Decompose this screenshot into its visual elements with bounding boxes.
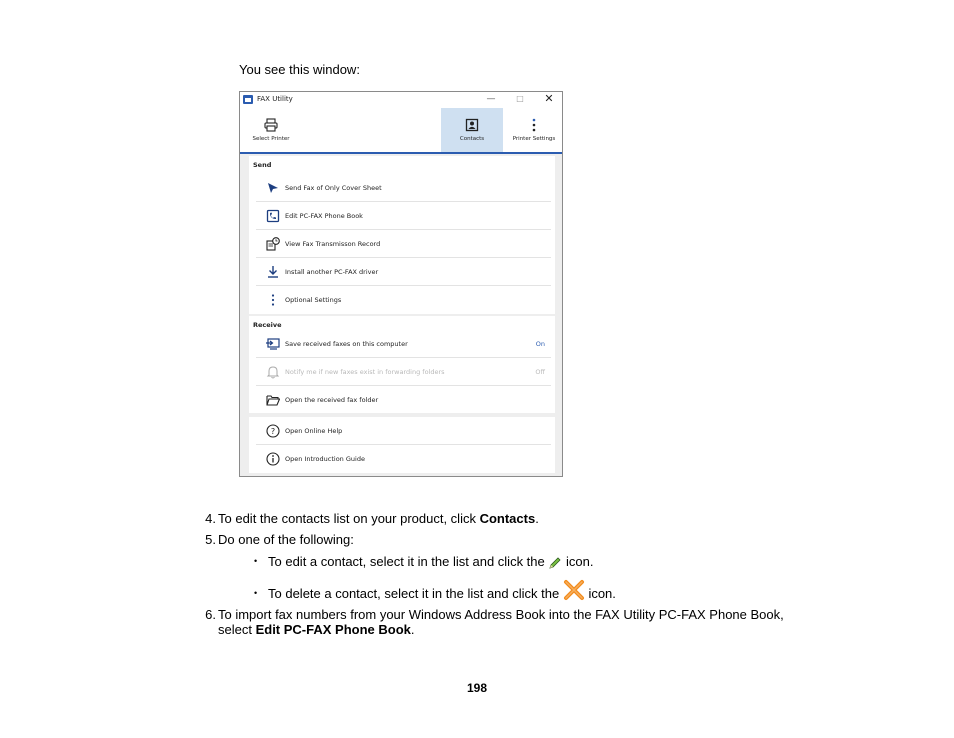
- delete-x-icon: [563, 579, 585, 601]
- printer-settings-label: Printer Settings: [512, 136, 556, 142]
- contacts-button[interactable]: [441, 108, 503, 152]
- intro-text: You see this window:: [239, 62, 360, 77]
- step-number: 5.: [205, 532, 216, 547]
- title-bar: [240, 92, 562, 108]
- fax-utility-window: [239, 91, 563, 477]
- step-text: [218, 511, 539, 526]
- save-received-item[interactable]: [256, 330, 551, 358]
- maximize-button[interactable]: □: [516, 94, 524, 103]
- printer-settings-button[interactable]: [506, 108, 562, 152]
- step-text-part: .: [535, 511, 539, 526]
- printer-icon: [264, 118, 278, 132]
- send-cover-sheet-label: Send Fax of Only Cover Sheet: [285, 184, 382, 192]
- page-number: 198: [466, 681, 488, 695]
- open-folder-label: Open the received fax folder: [285, 396, 379, 404]
- step-bold-text: Edit PC-FAX Phone Book: [255, 622, 411, 637]
- notify-item: [256, 358, 551, 386]
- svg-text:?: ?: [270, 427, 276, 436]
- select-printer-label: Select Printer: [252, 136, 290, 142]
- online-help-label: Open Online Help: [285, 427, 343, 435]
- step-text-part: select: [218, 622, 256, 637]
- intro-guide-label: Open Introduction Guide: [285, 455, 365, 463]
- notify-label: Notify me if new faxes exist in forwarding folders: [285, 368, 445, 376]
- intro-guide-item[interactable]: [256, 445, 551, 473]
- bullet-text-part: icon.: [584, 586, 616, 601]
- send-section: [249, 156, 555, 314]
- select-printer-button[interactable]: [246, 108, 296, 152]
- help-section: [249, 417, 555, 473]
- contacts-icon: [465, 118, 479, 132]
- question-circle-icon: [266, 424, 280, 438]
- save-received-label: Save received faxes on this computer: [285, 340, 408, 348]
- bullet-text: [268, 554, 593, 570]
- optional-settings-item[interactable]: [256, 286, 551, 314]
- more-vertical-icon: [527, 118, 541, 132]
- step-text: Do one of the following:: [218, 532, 354, 547]
- save-to-computer-icon: [266, 337, 280, 351]
- send-section-title: Send: [253, 161, 272, 169]
- bullet-dot: •: [254, 588, 258, 598]
- download-icon: [266, 265, 280, 279]
- step-text-part: To edit the contacts list on your product, click: [218, 511, 480, 526]
- view-record-label: View Fax Transmisson Record: [285, 240, 381, 248]
- record-clock-icon: [266, 237, 280, 251]
- folder-open-icon: [266, 393, 280, 407]
- open-folder-item[interactable]: [256, 386, 551, 414]
- step-number: 4.: [205, 511, 216, 526]
- step-text-part: To import fax numbers from your Windows Address Book into the FAX Utility PC-FAX Phone Book,: [218, 607, 784, 622]
- phone-book-icon: [266, 209, 280, 223]
- edit-phone-book-label: Edit PC-FAX Phone Book: [285, 212, 363, 220]
- receive-section-title: Receive: [253, 321, 282, 329]
- optional-settings-label: Optional Settings: [285, 296, 342, 304]
- minimize-button[interactable]: —: [486, 94, 496, 104]
- pencil-icon: [548, 556, 562, 570]
- view-record-item[interactable]: [256, 230, 551, 258]
- more-vertical-icon: [266, 293, 280, 307]
- send-cover-sheet-item[interactable]: [256, 174, 551, 202]
- receive-section: [249, 316, 555, 413]
- notify-status: Off: [535, 368, 545, 376]
- bullet-text-part: To delete a contact, select it in the list and click the: [268, 586, 563, 601]
- close-button[interactable]: ✕: [544, 92, 554, 105]
- online-help-item[interactable]: [256, 417, 551, 445]
- window-title: FAX Utility: [257, 95, 293, 103]
- step-bold-text: Contacts: [479, 511, 536, 526]
- install-driver-item[interactable]: [256, 258, 551, 286]
- info-circle-icon: [266, 452, 280, 466]
- step-text-part: .: [410, 622, 415, 637]
- bell-icon: [266, 365, 280, 379]
- toolbar: [240, 108, 562, 154]
- bullet-dot: •: [254, 556, 258, 566]
- step-number: 6.: [205, 607, 216, 622]
- step-text: [218, 607, 784, 637]
- bullet-text-part: icon.: [562, 554, 594, 569]
- install-driver-label: Install another PC-FAX driver: [285, 268, 379, 276]
- edit-phone-book-item[interactable]: [256, 202, 551, 230]
- content-area: [240, 154, 562, 476]
- bullet-text-part: To edit a contact, select it in the list and click the: [268, 554, 549, 569]
- app-icon: [243, 95, 253, 104]
- bullet-text: [268, 586, 616, 601]
- send-arrow-icon: [266, 181, 280, 195]
- save-received-status: On: [535, 340, 545, 348]
- contacts-label: Contacts: [459, 136, 485, 142]
